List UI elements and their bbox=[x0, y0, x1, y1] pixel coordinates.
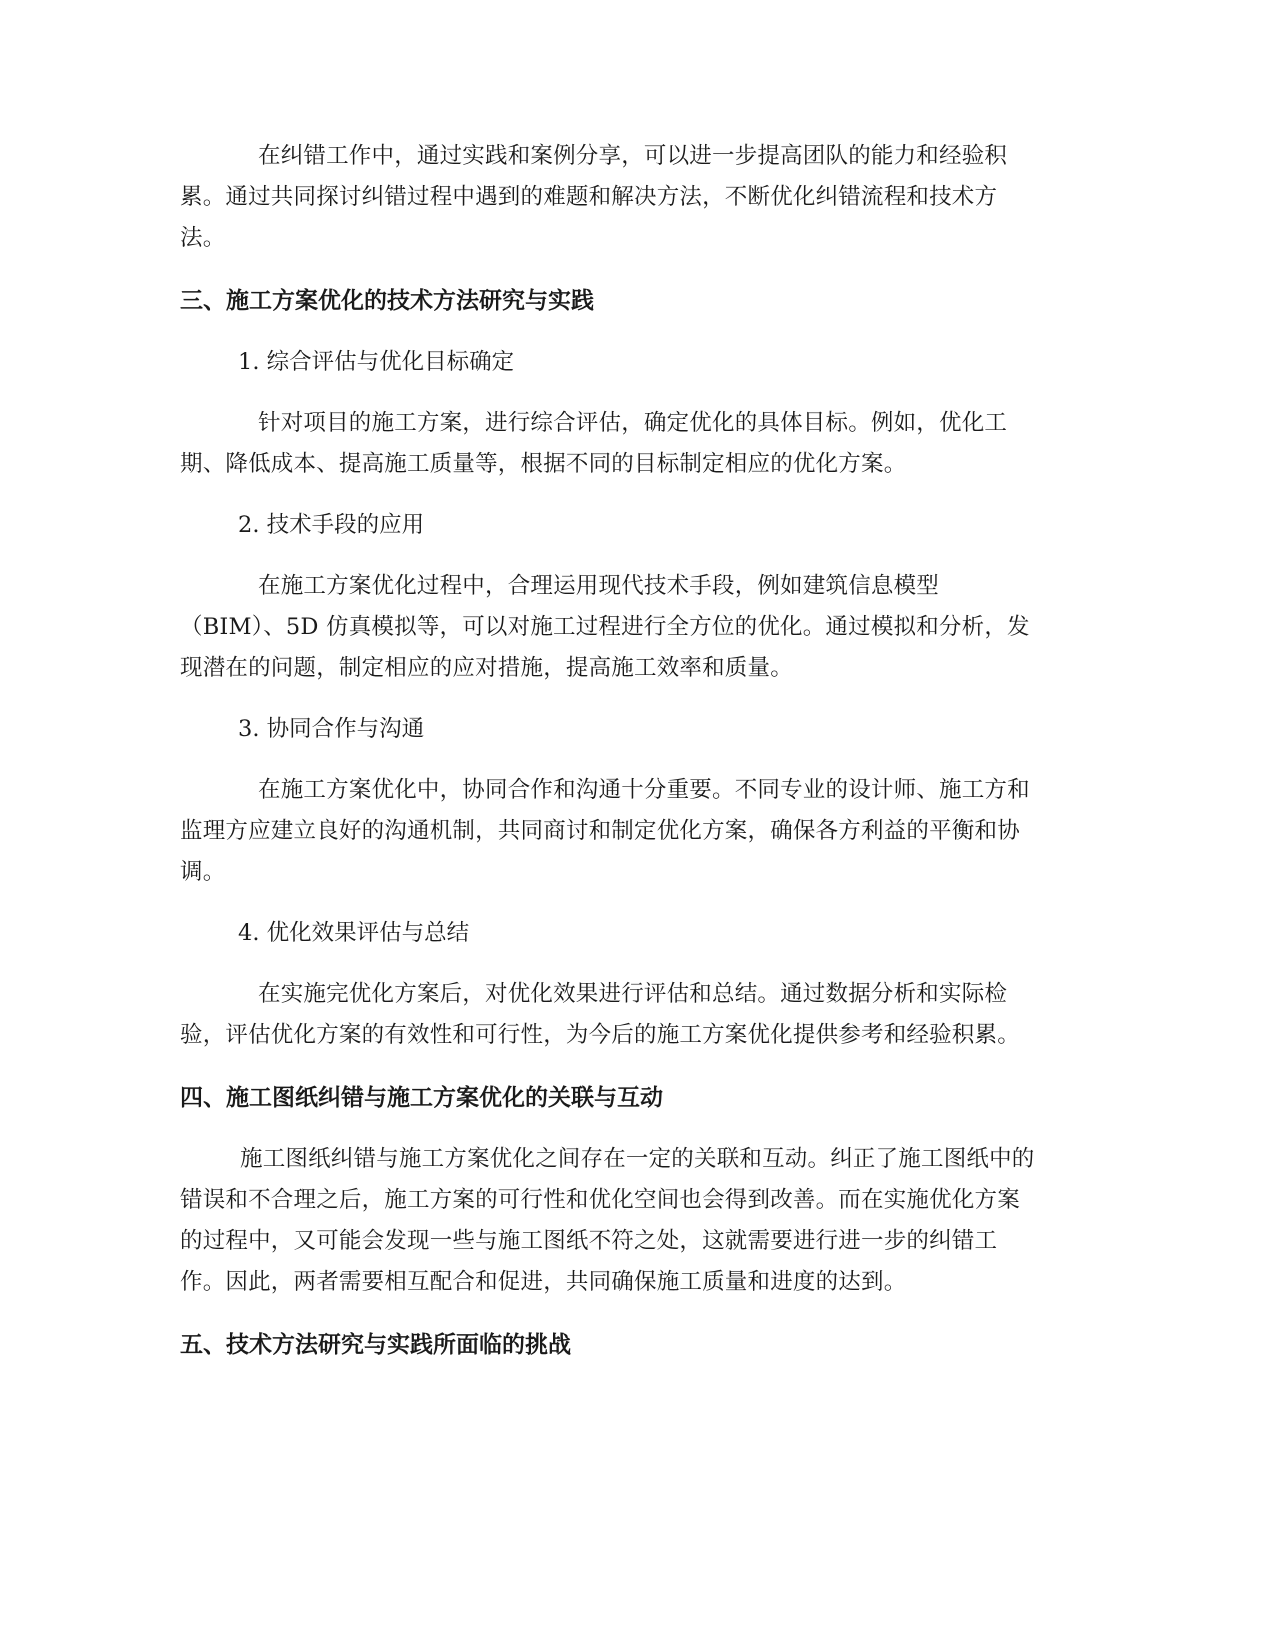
paragraph-correlation: 施工图纸纠错与施工方案优化之间存在一定的关联和互动。纠正了施工图纸中的错误和不合理之后，施工方案的可行性和优化空间也会得到改善。而在实施优化方案的过程中，又可能会发现一些与施工图纸不符之处，这就需要进行进一步的纠错工作。因此，两者需要相互配合和促进，共同确保施工质量和进度的达到。 bbox=[180, 1146, 1035, 1295]
subsection-2-title: 2. 技术手段的应用 bbox=[238, 512, 425, 538]
paragraph-collaboration: 在施工方案优化中，协同合作和沟通十分重要。不同专业的设计师、施工方和监理方应建立良好的沟通机制，共同商讨和制定优化方案，确保各方利益的平衡和协调。 bbox=[180, 777, 1030, 885]
section-heading-4: 四、施工图纸纠错与施工方案优化的关联与互动 bbox=[180, 1085, 663, 1111]
paragraph-evaluation-goals: 针对项目的施工方案，进行综合评估，确定优化的具体目标。例如，优化工期、降低成本、提高施工质量等，根据不同的目标制定相应的优化方案。 bbox=[180, 410, 1008, 477]
paragraph-error-correction-practice: 在纠错工作中，通过实践和案例分享，可以进一步提高团队的能力和经验积累。通过共同探讨纠错过程中遇到的难题和解决方法，不断优化纠错流程和技术方法。 bbox=[180, 143, 1008, 251]
subsection-1-title: 1. 综合评估与优化目标确定 bbox=[238, 349, 515, 375]
subsection-3-title: 3. 协同合作与沟通 bbox=[238, 716, 425, 742]
section-heading-3: 三、施工方案优化的技术方法研究与实践 bbox=[180, 288, 594, 314]
paragraph-effect-evaluation: 在实施完优化方案后，对优化效果进行评估和总结。通过数据分析和实际检验，评估优化方案的有效性和可行性，为今后的施工方案优化提供参考和经验积累。 bbox=[180, 981, 1020, 1048]
paragraph-technical-means: 在施工方案优化过程中，合理运用现代技术手段，例如建筑信息模型（BIM）、5D 仿真模拟等，可以对施工过程进行全方位的优化。通过模拟和分析，发现潜在的问题，制定相应的应对措施，提高施工效率和质量。 bbox=[180, 573, 1030, 681]
section-heading-5: 五、技术方法研究与实践所面临的挑战 bbox=[180, 1332, 571, 1358]
subsection-4-title: 4. 优化效果评估与总结 bbox=[238, 920, 470, 946]
document-page bbox=[180, 136, 1040, 1366]
